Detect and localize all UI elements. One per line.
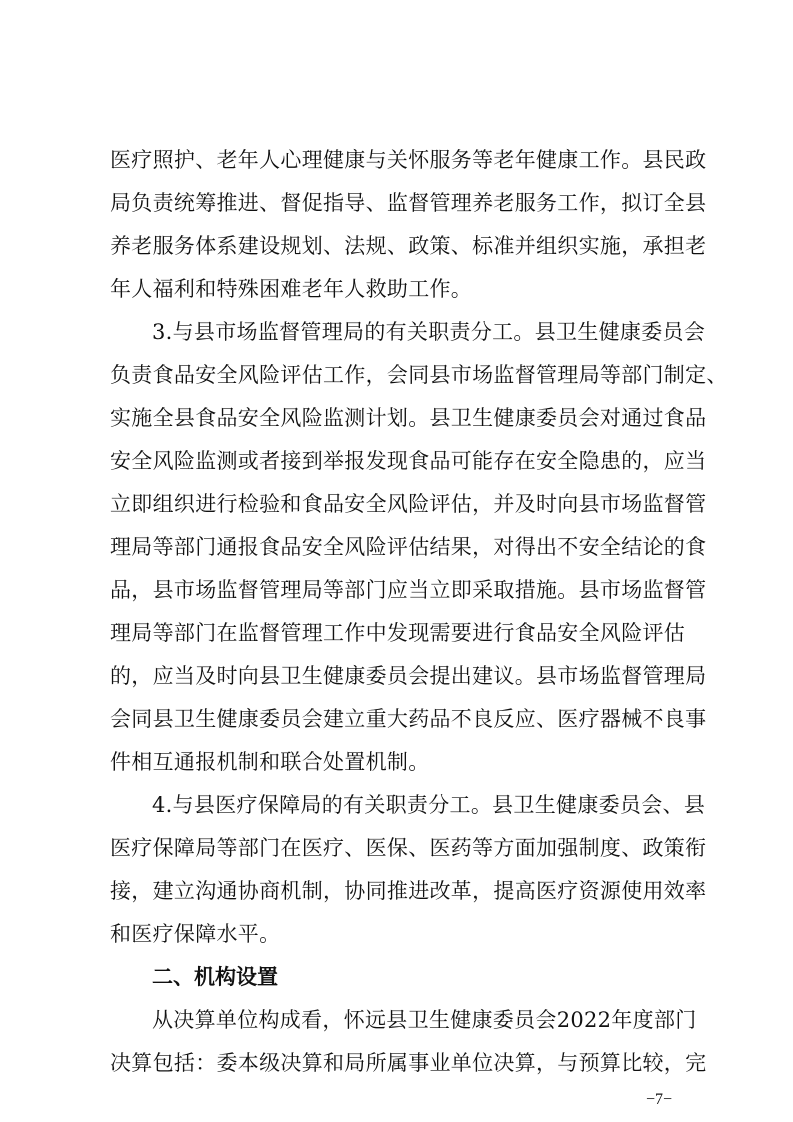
paragraph-line: 理局等部门在监督管理工作中发现需要进行食品安全风险评估 [110,621,686,645]
paragraph-line: 安全风险监测或者接到举报发现食品可能存在安全隐患的，应当 [110,449,707,473]
page-number: −7− [646,1091,673,1108]
paragraph-line: 3.与县市场监督管理局的有关职责分工。县卫生健康委员会 [152,320,706,344]
paragraph-line: 的，应当及时向县卫生健康委员会提出建议。县市场监督管理局 [110,664,707,688]
paragraph-line: 实施全县食品安全风险监测计划。县卫生健康委员会对通过食品 [110,406,707,430]
paragraph-line: 负责食品安全风险评估工作，会同县市场监督管理局等部门制定、 [110,363,728,387]
paragraph-line: 理局等部门通报食品安全风险评估结果，对得出不安全结论的食 [110,535,707,559]
paragraph-line: 和医疗保障水平。 [110,922,281,946]
paragraph-line: 养老服务体系建设规划、法规、政策、标准并组织实施，承担老 [110,234,707,258]
paragraph-line: 件相互通报机制和联合处置机制。 [110,750,430,774]
section-heading: 二、机构设置 [152,965,278,989]
paragraph-line: 品，县市场监督管理局等部门应当立即采取措施。县市场监督管 [110,578,707,602]
paragraph-line: 会同县卫生健康委员会建立重大药品不良反应、医疗器械不良事 [110,707,707,731]
paragraph-line: 局负责统筹推进、督促指导、监督管理养老服务工作，拟订全县 [110,191,707,215]
paragraph-line: 立即组织进行检验和食品安全风险评估，并及时向县市场监督管 [110,492,707,516]
paragraph-line: 医疗保障局等部门在医疗、医保、医药等方面加强制度、政策衔 [110,836,707,860]
paragraph-line: 决算包括：委本级决算和局所属事业单位决算，与预算比较，完 [110,1051,707,1075]
paragraph-line: 从决算单位构成看，怀远县卫生健康委员会2022年度部门 [152,1008,697,1032]
paragraph-line: 年人福利和特殊困难老年人救助工作。 [110,277,473,301]
paragraph-line: 接，建立沟通协商机制，协同推进改革，提高医疗资源使用效率 [110,879,707,903]
paragraph-line: 医疗照护、老年人心理健康与关怀服务等老年健康工作。县民政 [110,148,707,172]
paragraph-line: 4.与县医疗保障局的有关职责分工。县卫生健康委员会、县 [152,793,706,817]
